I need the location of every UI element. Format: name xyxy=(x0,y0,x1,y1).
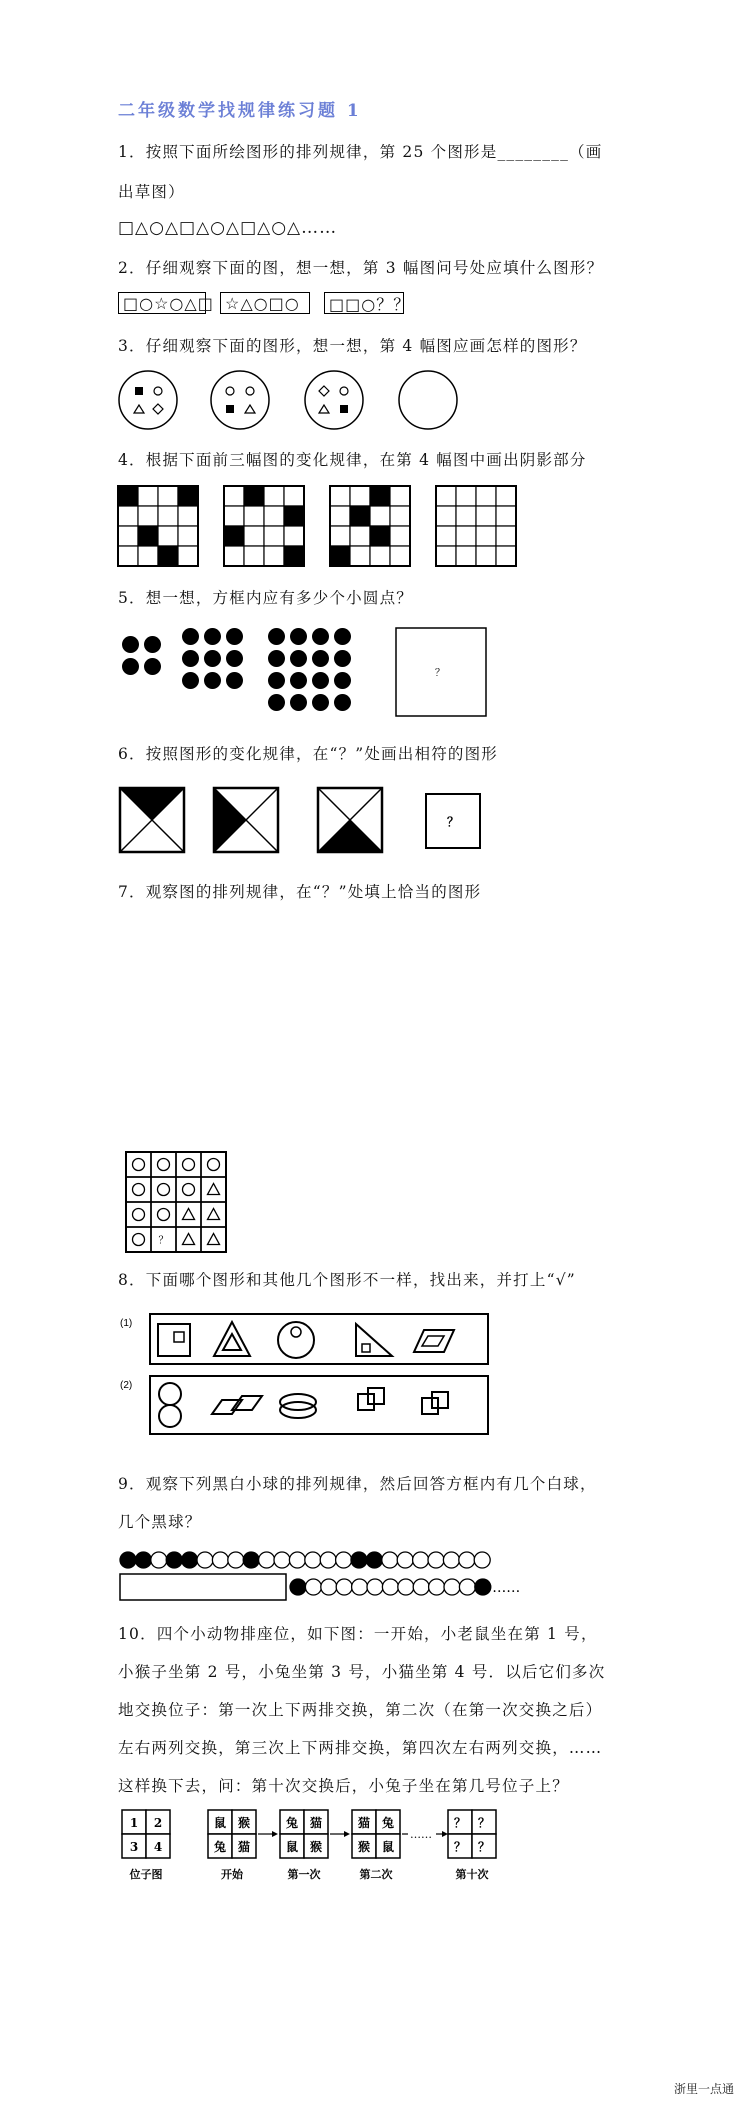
white-ball xyxy=(259,1552,275,1568)
q8-row2-two-squares-b xyxy=(422,1392,448,1414)
q10-seats-figure xyxy=(118,1808,538,1888)
q8-row1-parallelogram-in-parallelogram xyxy=(414,1330,454,1352)
black-ball xyxy=(182,1552,198,1568)
q2-box-2-shapes: ☆△○□○ xyxy=(225,293,300,313)
q10-text-line3: 地交换位子：第一次上下两排交换，第二次（在第一次交换之后） xyxy=(118,1701,603,1719)
white-ball xyxy=(444,1579,460,1595)
q8-label-2: (2) xyxy=(120,1380,133,1391)
q10-text-line2: 小猴子坐第 2 号，小兔坐第 3 号，小猫坐第 4 号．以后它们多次 xyxy=(118,1663,606,1681)
q7-circle-shape xyxy=(133,1209,145,1221)
q10-caption-first-swap: 第一次 xyxy=(287,1868,321,1881)
q3-circle-3 xyxy=(305,371,363,429)
q8-row2-two-squares-a xyxy=(358,1388,384,1410)
white-ball xyxy=(321,1579,337,1595)
q6-square-2 xyxy=(214,788,278,852)
q10-cell-start-3: 兔 xyxy=(213,1840,227,1854)
q5-dots-figure xyxy=(118,628,498,718)
q8-text: 8．下面哪个图形和其他几个图形不一样，找出来，并打上“√” xyxy=(118,1271,576,1289)
white-ball xyxy=(305,1579,321,1595)
q7-triangle-shape xyxy=(208,1234,220,1245)
q5-dot-array-1 xyxy=(122,636,161,675)
q3-circle-1 xyxy=(119,371,177,429)
q1-text-line1: 1．按照下面所绘图形的排列规律，第 25 个图形是________（画 xyxy=(118,143,603,161)
q10-cell-first-swap-2: 猫 xyxy=(309,1816,323,1830)
q10-cell-second-swap-1: 猫 xyxy=(357,1816,371,1830)
q10-cell-tenth-swap-2: ？ xyxy=(477,1816,491,1830)
q7-question-mark: ？ xyxy=(158,1235,169,1247)
q10-cell-seat-map-1: 1 xyxy=(129,1816,139,1830)
white-ball xyxy=(212,1552,228,1568)
q8-label-1: (1) xyxy=(120,1318,133,1329)
q6-squares-figure xyxy=(118,786,518,858)
white-ball xyxy=(382,1579,398,1595)
q7-circle-shape xyxy=(133,1234,145,1246)
q10-caption-second-swap: 第二次 xyxy=(359,1868,393,1881)
q4-grid-2 xyxy=(224,486,304,566)
q10-cell-first-swap-3: 鼠 xyxy=(285,1840,299,1854)
q10-cell-seat-map-4: 4 xyxy=(153,1840,163,1854)
q2-text: 2．仔细观察下面的图，想一想，第 3 幅图问号处应填什么图形？ xyxy=(118,259,604,277)
q3-text: 3．仔细观察下面的图形，想一想，第 4 幅图应画怎样的图形？ xyxy=(118,337,587,355)
q10-caption-tenth-swap: 第十次 xyxy=(455,1868,489,1881)
q4-grid-3 xyxy=(330,486,410,566)
q9-text-line1: 9．观察下列黑白小球的排列规律，然后回答方框内有几个白球， xyxy=(118,1475,597,1493)
white-ball xyxy=(413,1552,429,1568)
q10-cell-tenth-swap-3: ？ xyxy=(453,1840,467,1854)
white-ball xyxy=(474,1552,490,1568)
q7-triangle-shape xyxy=(208,1184,220,1195)
q10-text-line5: 这样换下去，问：第十次交换后，小兔子坐在第几号位子上？ xyxy=(118,1777,569,1795)
q10-caption-seat-map: 位子图 xyxy=(129,1868,163,1881)
white-ball xyxy=(429,1579,445,1595)
black-ball xyxy=(290,1579,306,1595)
q4-grids-figure xyxy=(118,484,558,572)
white-ball xyxy=(443,1552,459,1568)
q8-row2-two-circles xyxy=(159,1383,181,1427)
q10-cell-second-swap-2: 兔 xyxy=(381,1816,395,1830)
q9-ellipsis: …… xyxy=(492,1580,521,1596)
black-ball xyxy=(135,1552,151,1568)
q5-text: 5．想一想，方框内应有多少个小圆点？ xyxy=(118,589,413,607)
white-ball xyxy=(305,1552,321,1568)
q7-circle-shape xyxy=(208,1159,220,1171)
q10-caption-start: 开始 xyxy=(221,1868,243,1881)
white-ball xyxy=(336,1552,352,1568)
q2-box-2 xyxy=(220,292,310,314)
q8-row2-two-parallelograms xyxy=(212,1396,262,1414)
q10-cell-tenth-swap-4: ？ xyxy=(477,1840,491,1854)
white-ball xyxy=(428,1552,444,1568)
white-ball xyxy=(352,1579,368,1595)
black-ball xyxy=(166,1552,182,1568)
q8-row1-square-with-inner-square xyxy=(158,1324,190,1356)
q10-grid-first-swap xyxy=(280,1810,328,1881)
q5-question-mark: ？ xyxy=(435,668,445,679)
q10-text-line1: 10．四个小动物排座位，如下图：一开始，小老鼠坐在第 1 号， xyxy=(118,1625,598,1643)
q9-answer-box xyxy=(120,1574,286,1600)
q9-text-line2: 几个黑球？ xyxy=(118,1513,202,1531)
black-ball xyxy=(120,1552,136,1568)
q10-cell-second-swap-4: 鼠 xyxy=(381,1840,395,1854)
q6-square-1 xyxy=(120,788,184,852)
q4-grid-1 xyxy=(118,486,198,566)
white-ball xyxy=(320,1552,336,1568)
q5-dot-array-3 xyxy=(268,628,351,711)
q7-circle-shape xyxy=(183,1159,195,1171)
q5-dot-array-2 xyxy=(182,628,243,689)
white-ball xyxy=(413,1579,429,1595)
black-ball xyxy=(351,1552,367,1568)
q2-box-3-shapes: □□○？？ xyxy=(329,294,411,314)
q10-cell-first-swap-4: 猴 xyxy=(309,1840,323,1854)
q10-grid-start xyxy=(208,1810,256,1881)
footer-brand: 浙里一点通 xyxy=(673,2082,734,2096)
q1-shape-sequence: □△○△□△○△□△○△…… xyxy=(118,218,338,238)
white-ball xyxy=(274,1552,290,1568)
q10-cell-first-swap-1: 兔 xyxy=(285,1816,299,1830)
q7-triangle-shape xyxy=(183,1209,195,1220)
q7-circle-shape xyxy=(183,1184,195,1196)
q10-cell-start-2: 猴 xyxy=(237,1816,251,1830)
white-ball xyxy=(228,1552,244,1568)
q9-balls-figure xyxy=(118,1548,618,1604)
q8-figure xyxy=(118,1310,498,1460)
q8-row2-two-ellipses xyxy=(280,1394,316,1418)
q7-circle-shape xyxy=(158,1159,170,1171)
q7-circle-shape xyxy=(133,1184,145,1196)
white-ball xyxy=(367,1579,383,1595)
q8-row1-circle-with-circle xyxy=(278,1322,314,1358)
white-ball xyxy=(197,1552,213,1568)
white-ball xyxy=(151,1552,167,1568)
q4-text: 4．根据下面前三幅图的变化规律，在第 4 幅图中画出阴影部分 xyxy=(118,451,587,469)
q7-circle-shape xyxy=(158,1209,170,1221)
white-ball xyxy=(382,1552,398,1568)
q10-cell-start-1: 鼠 xyxy=(213,1816,227,1830)
arrow-icon xyxy=(272,1831,278,1837)
q8-row1-triangle-in-triangle xyxy=(214,1322,250,1356)
q7-circle-shape xyxy=(133,1159,145,1171)
white-ball xyxy=(336,1579,352,1595)
q10-grid-seat-map xyxy=(122,1810,170,1881)
q7-text: 7．观察图的排列规律，在“？”处填上恰当的图形 xyxy=(118,883,482,901)
q7-triangle-shape xyxy=(208,1209,220,1220)
q2-box-1 xyxy=(118,292,214,314)
q2-box-1-shapes: □○☆○△□ xyxy=(123,293,214,313)
q8-row-1-box xyxy=(150,1314,488,1364)
q10-cell-start-4: 猫 xyxy=(237,1840,251,1854)
arrow-icon xyxy=(442,1831,448,1837)
white-ball xyxy=(289,1552,305,1568)
q2-box-3 xyxy=(324,292,411,314)
q1-text-line2: 出草图） xyxy=(118,183,185,201)
q7-circle-shape xyxy=(158,1184,170,1196)
black-ball xyxy=(243,1552,259,1568)
q6-text: 6．按照图形的变化规律，在“？”处画出相符的图形 xyxy=(118,745,499,763)
q10-dots: …… xyxy=(410,1828,432,1841)
white-ball xyxy=(459,1579,475,1595)
q10-grid-second-swap xyxy=(352,1810,400,1881)
q3-circles-figure xyxy=(118,368,478,432)
q6-question-mark: ？ xyxy=(446,815,460,829)
page-title: 二年级数学找规律练习题 1 xyxy=(118,101,362,121)
black-ball xyxy=(475,1579,491,1595)
white-ball xyxy=(459,1552,475,1568)
q10-cell-seat-map-3: 3 xyxy=(129,1840,139,1854)
q10-grid-tenth-swap xyxy=(448,1810,496,1881)
q10-text-line4: 左右两列交换，第三次上下两排交换，第四次左右两列交换，…… xyxy=(118,1739,603,1757)
white-ball xyxy=(397,1552,413,1568)
q7-triangle-shape xyxy=(183,1234,195,1245)
black-ball xyxy=(366,1552,382,1568)
q10-cell-seat-map-2: 2 xyxy=(153,1816,163,1830)
q10-cell-tenth-swap-1: ？ xyxy=(453,1816,467,1830)
q3-circle-4-empty xyxy=(399,371,457,429)
white-ball xyxy=(398,1579,414,1595)
q10-cell-second-swap-3: 猴 xyxy=(357,1840,371,1854)
q4-grid-4 xyxy=(436,486,516,566)
q7-grid-figure xyxy=(124,1150,230,1256)
q3-circle-2 xyxy=(211,371,269,429)
q6-square-3 xyxy=(318,788,382,852)
q8-row1-right-triangle-with-square xyxy=(356,1324,392,1356)
arrow-icon xyxy=(344,1831,350,1837)
